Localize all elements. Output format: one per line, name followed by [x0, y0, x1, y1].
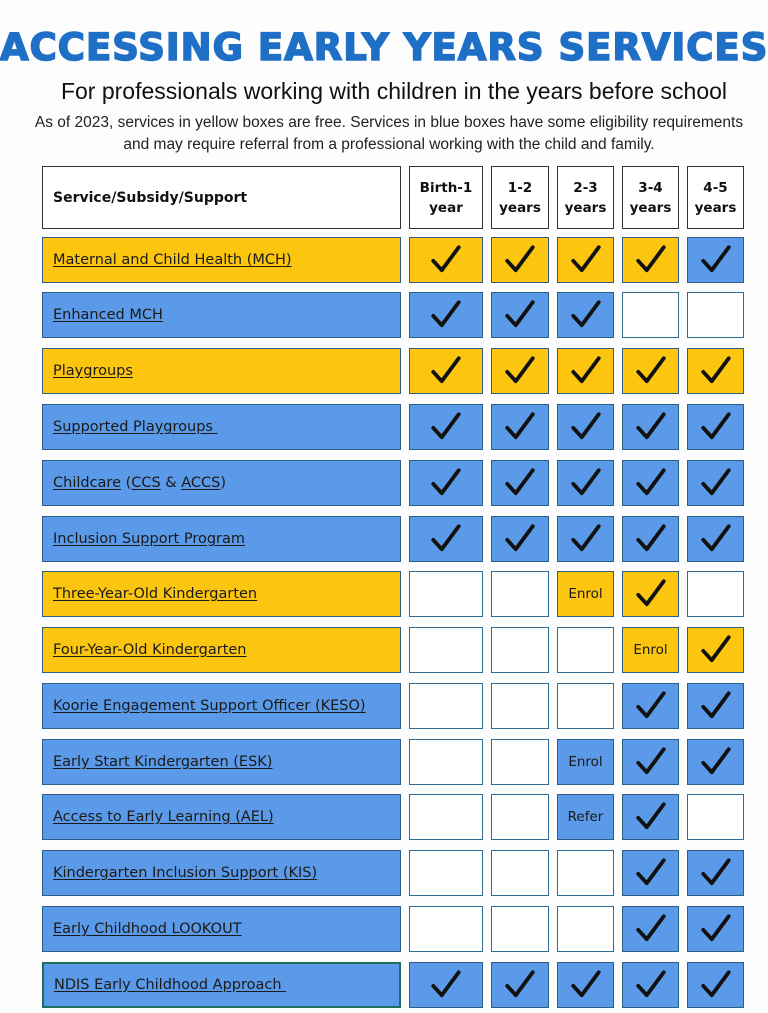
cell-lookout-age-0	[409, 906, 483, 952]
checkmark-icon	[699, 912, 733, 946]
cell-enhanced-mch-age-1	[491, 292, 549, 338]
header-service: Service/Subsidy/Support	[42, 166, 401, 229]
checkmark-icon	[569, 243, 603, 277]
cell-childcare-age-1	[491, 460, 549, 506]
cell-enhanced-mch-age-0	[409, 292, 483, 338]
service-inclusion-support-program	[42, 516, 401, 562]
cell-three-year-old-kindergarten-age-1	[491, 571, 549, 617]
service-link[interactable]: Kindergarten Inclusion Support (KIS)	[53, 865, 318, 881]
service-link[interactable]: Maternal and Child Health (MCH)	[53, 252, 292, 268]
checkmark-icon	[634, 522, 668, 556]
cell-esk-age-4	[687, 739, 744, 785]
checkmark-icon	[699, 354, 733, 388]
cell-enhanced-mch-age-4	[687, 292, 744, 338]
cell-three-year-old-kindergarten-age-4	[687, 571, 744, 617]
eligibility-note: As of 2023, services in yellow boxes are free. Services in blue boxes have some eligibility requirements and may require referral from a professional working with the child and family.	[34, 114, 744, 153]
header-age-2: 2-3 years	[557, 166, 614, 229]
checkmark-icon	[699, 968, 733, 1002]
checkmark-icon	[634, 243, 668, 277]
cell-three-year-old-kindergarten-age-3	[622, 571, 679, 617]
service-maternal-child-health	[42, 237, 401, 283]
checkmark-icon	[634, 745, 668, 779]
cell-label: Enrol	[568, 586, 603, 602]
cell-maternal-child-health-age-1	[491, 237, 549, 283]
cell-kis-age-4	[687, 850, 744, 896]
cell-maternal-child-health-age-4	[687, 237, 744, 283]
cell-kis-age-0	[409, 850, 483, 896]
checkmark-icon	[569, 410, 603, 444]
checkmark-icon	[429, 298, 463, 332]
cell-keso-age-4	[687, 683, 744, 729]
checkmark-icon	[699, 689, 733, 723]
service-link[interactable]: Playgroups	[53, 363, 133, 379]
service-link[interactable]: ACCS	[181, 475, 221, 491]
cell-four-year-old-kindergarten-age-4	[687, 627, 744, 673]
service-four-year-old-kindergarten	[42, 627, 401, 673]
service-supported-playgroups	[42, 404, 401, 450]
cell-lookout-age-1	[491, 906, 549, 952]
service-text: )	[220, 475, 227, 491]
cell-playgroups-age-4	[687, 348, 744, 394]
cell-esk-age-3	[622, 739, 679, 785]
service-link[interactable]: Early Childhood LOOKOUT	[53, 921, 242, 937]
cell-kis-age-3	[622, 850, 679, 896]
cell-playgroups-age-3	[622, 348, 679, 394]
service-link[interactable]: Supported Playgroups	[53, 419, 218, 435]
checkmark-icon	[429, 354, 463, 388]
cell-supported-playgroups-age-2	[557, 404, 614, 450]
cell-lookout-age-3	[622, 906, 679, 952]
service-link[interactable]: Childcare	[53, 475, 121, 491]
service-link[interactable]: Four-Year-Old Kindergarten	[53, 642, 247, 658]
cell-childcare-age-3	[622, 460, 679, 506]
service-ael	[42, 794, 401, 840]
cell-ael-age-3	[622, 794, 679, 840]
service-link[interactable]: NDIS Early Childhood Approach	[54, 977, 287, 993]
cell-keso-age-0	[409, 683, 483, 729]
cell-inclusion-support-program-age-3	[622, 516, 679, 562]
cell-ndis-age-2	[557, 962, 614, 1008]
checkmark-icon	[634, 354, 668, 388]
checkmark-icon	[634, 912, 668, 946]
checkmark-icon	[429, 522, 463, 556]
checkmark-icon	[503, 410, 537, 444]
service-link[interactable]: Early Start Kindergarten (ESK)	[53, 754, 273, 770]
cell-ael-age-0	[409, 794, 483, 840]
checkmark-icon	[569, 522, 603, 556]
checkmark-icon	[429, 968, 463, 1002]
cell-ael-age-1	[491, 794, 549, 840]
cell-enhanced-mch-age-2	[557, 292, 614, 338]
checkmark-icon	[699, 466, 733, 500]
checkmark-icon	[569, 298, 603, 332]
cell-lookout-age-4	[687, 906, 744, 952]
cell-inclusion-support-program-age-2	[557, 516, 614, 562]
cell-lookout-age-2	[557, 906, 614, 952]
cell-ael-age-2	[557, 794, 614, 840]
checkmark-icon	[634, 856, 668, 890]
service-playgroups	[42, 348, 401, 394]
cell-four-year-old-kindergarten-age-2	[557, 627, 614, 673]
checkmark-icon	[503, 243, 537, 277]
checkmark-icon	[503, 298, 537, 332]
cell-ndis-age-0	[409, 962, 483, 1008]
service-kis	[42, 850, 401, 896]
cell-inclusion-support-program-age-1	[491, 516, 549, 562]
cell-kis-age-1	[491, 850, 549, 896]
cell-childcare-age-0	[409, 460, 483, 506]
service-link[interactable]: Koorie Engagement Support Officer (KESO)	[53, 698, 366, 714]
cell-supported-playgroups-age-3	[622, 404, 679, 450]
cell-four-year-old-kindergarten-age-3	[622, 627, 679, 673]
cell-ndis-age-4	[687, 962, 744, 1008]
checkmark-icon	[634, 968, 668, 1002]
cell-four-year-old-kindergarten-age-1	[491, 627, 549, 673]
cell-esk-age-0	[409, 739, 483, 785]
checkmark-icon	[699, 745, 733, 779]
service-keso	[42, 683, 401, 729]
service-childcare	[42, 460, 401, 506]
cell-playgroups-age-2	[557, 348, 614, 394]
checkmark-icon	[503, 968, 537, 1002]
cell-maternal-child-health-age-3	[622, 237, 679, 283]
cell-inclusion-support-program-age-0	[409, 516, 483, 562]
header-age-0: Birth-1 year	[409, 166, 483, 229]
service-three-year-old-kindergarten	[42, 571, 401, 617]
cell-supported-playgroups-age-4	[687, 404, 744, 450]
cell-label: Enrol	[633, 642, 668, 658]
service-text: (	[121, 475, 132, 491]
checkmark-icon	[699, 522, 733, 556]
cell-childcare-age-4	[687, 460, 744, 506]
service-text: &	[160, 475, 182, 491]
checkmark-icon	[699, 243, 733, 277]
cell-ndis-age-1	[491, 962, 549, 1008]
cell-keso-age-3	[622, 683, 679, 729]
cell-supported-playgroups-age-1	[491, 404, 549, 450]
page-subtitle: For professionals working with children in the years before school	[60, 78, 728, 104]
checkmark-icon	[699, 856, 733, 890]
cell-keso-age-2	[557, 683, 614, 729]
checkmark-icon	[634, 466, 668, 500]
cell-three-year-old-kindergarten-age-2	[557, 571, 614, 617]
cell-esk-age-2	[557, 739, 614, 785]
cell-ndis-age-3	[622, 962, 679, 1008]
service-enhanced-mch	[42, 292, 401, 338]
checkmark-icon	[569, 466, 603, 500]
cell-esk-age-1	[491, 739, 549, 785]
service-link[interactable]: Enhanced MCH	[53, 307, 163, 323]
service-link[interactable]: CCS	[131, 475, 161, 491]
checkmark-icon	[634, 410, 668, 444]
service-link[interactable]: Inclusion Support Program	[53, 531, 246, 547]
header-age-1: 1-2 years	[491, 166, 549, 229]
service-ndis	[42, 962, 401, 1008]
cell-kis-age-2	[557, 850, 614, 896]
checkmark-icon	[503, 354, 537, 388]
service-link[interactable]: Access to Early Learning (AEL)	[53, 809, 274, 825]
cell-inclusion-support-program-age-4	[687, 516, 744, 562]
checkmark-icon	[503, 522, 537, 556]
service-lookout	[42, 906, 401, 952]
checkmark-icon	[569, 354, 603, 388]
cell-ael-age-4	[687, 794, 744, 840]
checkmark-icon	[699, 410, 733, 444]
service-link[interactable]: Three-Year-Old Kindergarten	[53, 586, 258, 602]
header-age-3: 3-4 years	[622, 166, 679, 229]
cell-keso-age-1	[491, 683, 549, 729]
cell-three-year-old-kindergarten-age-0	[409, 571, 483, 617]
checkmark-icon	[634, 689, 668, 723]
cell-playgroups-age-1	[491, 348, 549, 394]
cell-maternal-child-health-age-0	[409, 237, 483, 283]
checkmark-icon	[634, 800, 668, 834]
cell-maternal-child-health-age-2	[557, 237, 614, 283]
service-esk	[42, 739, 401, 785]
cell-enhanced-mch-age-3	[622, 292, 679, 338]
cell-label: Enrol	[568, 754, 603, 770]
header-age-4: 4-5 years	[687, 166, 744, 229]
checkmark-icon	[699, 633, 733, 667]
cell-supported-playgroups-age-0	[409, 404, 483, 450]
cell-label: Refer	[567, 809, 604, 825]
checkmark-icon	[429, 410, 463, 444]
cell-four-year-old-kindergarten-age-0	[409, 627, 483, 673]
checkmark-icon	[634, 577, 668, 611]
checkmark-icon	[569, 968, 603, 1002]
cell-playgroups-age-0	[409, 348, 483, 394]
checkmark-icon	[429, 466, 463, 500]
checkmark-icon	[429, 243, 463, 277]
checkmark-icon	[503, 466, 537, 500]
page-title: ACCESSING EARLY YEARS SERVICES	[0, 26, 768, 69]
cell-childcare-age-2	[557, 460, 614, 506]
